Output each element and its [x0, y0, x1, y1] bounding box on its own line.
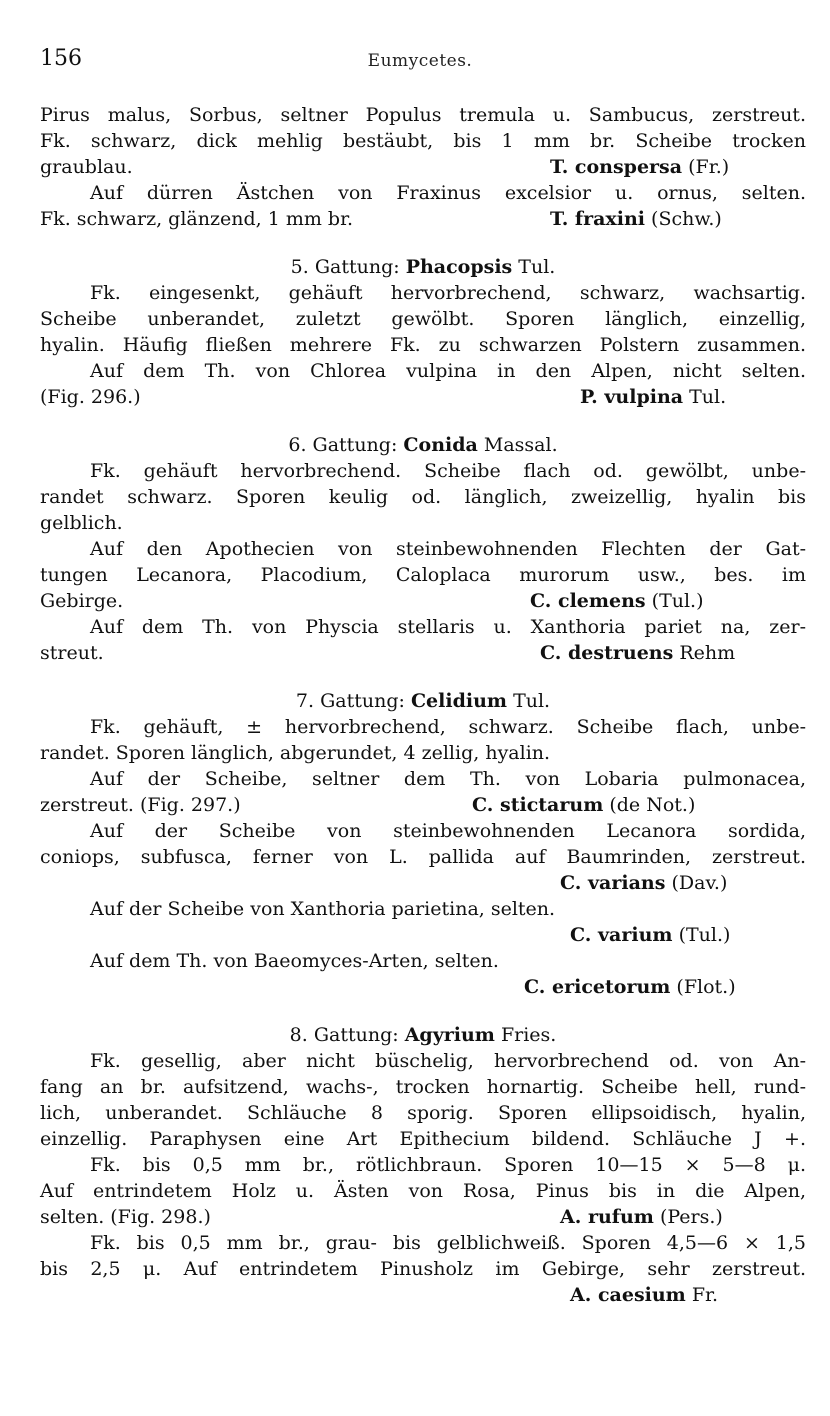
species-name: C. stictarum: [472, 794, 604, 816]
text-fragment: graublau.: [40, 156, 133, 178]
species-author: (Dav.): [671, 872, 728, 894]
text-fragment: (Fig. 296.): [40, 386, 141, 408]
species-author: (Flot.): [676, 976, 736, 998]
text-line: [40, 384, 806, 410]
species-entry: [540, 640, 735, 666]
species-author: (Pers.): [659, 1206, 723, 1228]
genus-name: Celidium: [410, 690, 508, 712]
genus-heading: [40, 432, 806, 458]
text-line: bis 2,5 μ. Auf entrindetem Pinusholz im Gebirge, sehr zerstreut.: [40, 1258, 806, 1280]
species-entry: [560, 870, 727, 896]
text-line: [40, 588, 806, 614]
species-entry: [580, 384, 726, 410]
page-header: [40, 46, 800, 78]
genus-author: Fries.: [500, 1024, 557, 1046]
text-line: Fk. gehäuft hervorbrechend. Scheibe flach od. gewölbt, unbe-: [90, 460, 806, 482]
text-line: einzellig. Paraphysen eine Art Epithecium bildend. Schläuche J +.: [40, 1128, 806, 1150]
genus-number: 7. Gattung:: [295, 690, 405, 712]
text-fragment: zerstreut. (Fig. 297.): [40, 794, 241, 816]
text-fragment: Gebirge.: [40, 590, 124, 612]
text-line: Auf den Apothecien von steinbewohnenden Flechten der Gat-: [90, 538, 806, 560]
genus-author: Massal.: [483, 434, 558, 456]
text-line: fang an br. aufsitzend, wachs-, trocken hornartig. Scheibe hell, rund-: [40, 1076, 806, 1098]
species-author: (Tul.): [678, 924, 731, 946]
text-line: Auf der Scheibe von Xanthoria parietina, selten.: [90, 898, 556, 920]
species-name: T. conspersa: [550, 156, 683, 178]
species-author: Tul.: [689, 386, 727, 408]
text-line: Auf entrindetem Holz u. Ästen von Rosa, Pinus bis in die Alpen,: [40, 1180, 806, 1202]
species-entry: [560, 1204, 723, 1230]
text-line: Fk. bis 0,5 mm br., rötlichbraun. Sporen 10—15 × 5—8 μ.: [90, 1154, 806, 1176]
text-line: Pirus malus, Sorbus, seltner Populus tremula u. Sambucus, zerstreut.: [40, 104, 806, 126]
text-line: Fk. schwarz, dick mehlig bestäubt, bis 1 mm br. Scheibe trocken: [40, 130, 806, 152]
text-line: [40, 870, 806, 896]
text-line: Auf dem Th. von Physcia stellaris u. Xanthoria pariet na, zer-: [90, 616, 806, 638]
page-body: [40, 102, 806, 1308]
text-line: Auf der Scheibe von steinbewohnenden Lecanora sordida,: [90, 820, 806, 842]
genus-author: Tul.: [518, 256, 556, 278]
species-name: C. varians: [560, 872, 666, 894]
text-line: Fk. gesellig, aber nicht büschelig, hervorbrechend od. von An-: [90, 1050, 806, 1072]
text-line: [40, 154, 806, 180]
text-line: Fk. gehäuft, ± hervorbrechend, schwarz. Scheibe flach, unbe-: [90, 716, 806, 738]
text-line: [40, 922, 806, 948]
species-author: (de Not.): [609, 794, 696, 816]
species-name: C. clemens: [530, 590, 646, 612]
text-fragment: Fk. schwarz, glänzend, 1 mm br.: [40, 208, 354, 230]
species-name: T. fraxini: [550, 208, 645, 230]
species-entry: [550, 154, 729, 180]
text-line: coniops, subfusca, ferner von L. pallida auf Baumrinden, zerstreut.: [40, 846, 806, 868]
text-line: randet schwarz. Sporen keulig od. länglich, zweizellig, hyalin bis: [40, 486, 806, 508]
genus-name: Conida: [403, 434, 478, 456]
text-line: Fk. eingesenkt, gehäuft hervorbrechend, schwarz, wachsartig.: [90, 282, 806, 304]
running-title: Eumycetes.: [367, 51, 473, 71]
text-line: tungen Lecanora, Placodium, Caloplaca murorum usw., bes. im: [40, 564, 806, 586]
page-number: 156: [40, 46, 82, 71]
genus-name: Phacopsis: [405, 256, 513, 278]
genus-heading: [40, 1022, 806, 1048]
genus-number: 8. Gattung:: [289, 1024, 399, 1046]
genus-name: Agyrium: [404, 1024, 495, 1046]
species-name: A. caesium: [570, 1284, 686, 1306]
text-fragment: streut.: [40, 642, 104, 664]
text-line: gelblich.: [40, 512, 123, 534]
species-author: (Fr.): [688, 156, 730, 178]
species-entry: [472, 792, 695, 818]
species-entry: [570, 1282, 718, 1308]
text-line: [40, 206, 806, 232]
species-author: (Tul.): [651, 590, 704, 612]
species-name: C. destruens: [540, 642, 674, 664]
text-line: Auf dürren Ästchen von Fraxinus excelsior u. ornus, selten.: [90, 182, 806, 204]
species-author: (Schw.): [651, 208, 722, 230]
text-line: [40, 974, 806, 1000]
genus-number: 6. Gattung:: [288, 434, 398, 456]
species-entry: [570, 922, 730, 948]
genus-author: Tul.: [513, 690, 551, 712]
text-line: [40, 792, 806, 818]
text-line: hyalin. Häufig fließen mehrere Fk. zu schwarzen Polstern zusammen.: [40, 334, 806, 356]
species-entry: [550, 206, 722, 232]
species-entry: [524, 974, 736, 1000]
genus-heading: [40, 688, 806, 714]
genus-heading: [40, 254, 806, 280]
text-line: lich, unberandet. Schläuche 8 sporig. Sporen ellipsoidisch, hyalin,: [40, 1102, 806, 1124]
text-line: [40, 1282, 806, 1308]
genus-number: 5. Gattung:: [290, 256, 400, 278]
text-line: [40, 1204, 806, 1230]
text-line: Scheibe unberandet, zuletzt gewölbt. Sporen länglich, einzellig,: [40, 308, 806, 330]
text-line: Auf dem Th. von Chlorea vulpina in den Alpen, nicht selten.: [90, 360, 806, 382]
text-line: randet. Sporen länglich, abgerundet, 4 zellig, hyalin.: [40, 742, 551, 764]
species-entry: [530, 588, 704, 614]
species-author: Fr.: [691, 1284, 719, 1306]
text-line: Fk. bis 0,5 mm br., grau- bis gelblichweiß. Sporen 4,5—6 × 1,5: [90, 1232, 806, 1254]
species-name: C. varium: [570, 924, 673, 946]
species-name: C. ericetorum: [524, 976, 671, 998]
species-name: P. vulpina: [580, 386, 684, 408]
text-line: [40, 640, 806, 666]
text-fragment: selten. (Fig. 298.): [40, 1206, 211, 1228]
text-line: Auf dem Th. von Baeomyces-Arten, selten.: [90, 950, 499, 972]
species-author: Rehm: [679, 642, 736, 664]
species-name: A. rufum: [560, 1206, 654, 1228]
text-line: Auf der Scheibe, seltner dem Th. von Lobaria pulmonacea,: [90, 768, 806, 790]
